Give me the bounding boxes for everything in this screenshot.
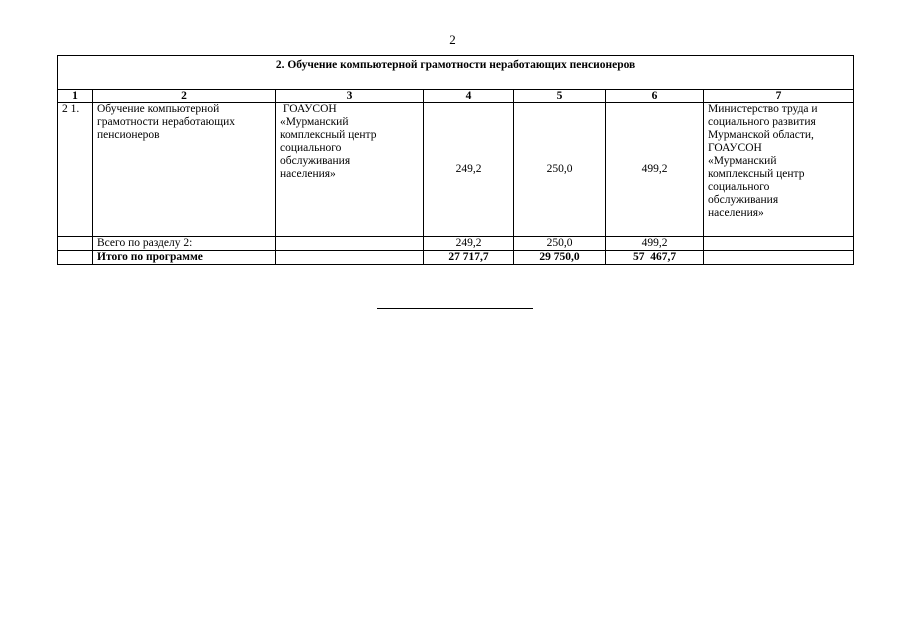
item-executor-line: ГОАУСОН bbox=[280, 103, 337, 115]
section-total-col6: 499,2 bbox=[606, 237, 704, 251]
item-executor-line: комплексный центр bbox=[280, 129, 377, 141]
section-total-col5: 250,0 bbox=[514, 237, 606, 251]
item-responsible-line: населения» bbox=[708, 207, 764, 219]
program-total-col4: 27 717,7 bbox=[424, 251, 514, 265]
empty-cell bbox=[58, 237, 93, 251]
item-number: 2 1. bbox=[58, 103, 93, 237]
item-responsible bbox=[704, 103, 854, 237]
item-responsible-line: Министерство труда и bbox=[708, 103, 818, 115]
program-table bbox=[57, 55, 854, 265]
section-total-col4: 249,2 bbox=[424, 237, 514, 251]
item-name bbox=[93, 103, 276, 237]
item-responsible-line: ГОАУСОН bbox=[708, 142, 762, 154]
column-number-4: 4 bbox=[424, 90, 514, 103]
item-responsible-line: комплексный центр bbox=[708, 168, 805, 180]
item-col4-value: 249,2 bbox=[424, 103, 514, 237]
item-executor bbox=[276, 103, 424, 237]
item-executor-line: населения» bbox=[280, 168, 336, 180]
item-name-line: пенсионеров bbox=[97, 129, 160, 141]
section-total-label: Всего по разделу 2: bbox=[93, 237, 276, 251]
program-total-col5: 29 750,0 bbox=[514, 251, 606, 265]
item-executor-line: обслуживания bbox=[280, 155, 351, 167]
empty-cell bbox=[58, 251, 93, 265]
closing-rule bbox=[377, 308, 533, 309]
program-total-row bbox=[58, 251, 854, 265]
item-responsible-line: социального bbox=[708, 181, 770, 193]
section-title-row bbox=[58, 56, 854, 90]
column-number-row bbox=[58, 90, 854, 103]
item-responsible-line: обслуживания bbox=[708, 194, 779, 206]
column-number-5: 5 bbox=[514, 90, 606, 103]
section-title: 2. Обучение компьютерной грамотности неработающих пенсионеров bbox=[58, 56, 854, 90]
item-executor-line: социального bbox=[280, 142, 342, 154]
item-col5-value: 250,0 bbox=[514, 103, 606, 237]
empty-cell bbox=[276, 237, 424, 251]
program-total-col6: 57 467,7 bbox=[606, 251, 704, 265]
empty-cell bbox=[276, 251, 424, 265]
column-number-6: 6 bbox=[606, 90, 704, 103]
table-row bbox=[58, 103, 854, 237]
column-number-3: 3 bbox=[276, 90, 424, 103]
column-number-7: 7 bbox=[704, 90, 854, 103]
item-responsible-line: социального развития bbox=[708, 116, 816, 128]
empty-cell bbox=[704, 251, 854, 265]
item-name-line: грамотности неработающих bbox=[97, 116, 236, 128]
item-executor-line: «Мурманский bbox=[280, 116, 349, 128]
section-total-row bbox=[58, 237, 854, 251]
page-number: 2 bbox=[449, 32, 456, 47]
item-responsible-line: Мурманской области, bbox=[708, 129, 814, 141]
item-col6-value: 499,2 bbox=[606, 103, 704, 237]
item-name-line: Обучение компьютерной bbox=[97, 103, 220, 115]
item-responsible-line: «Мурманский bbox=[708, 155, 777, 167]
program-total-label: Итого по программе bbox=[93, 251, 276, 265]
empty-cell bbox=[704, 237, 854, 251]
column-number-1: 1 bbox=[58, 90, 93, 103]
column-number-2: 2 bbox=[93, 90, 276, 103]
